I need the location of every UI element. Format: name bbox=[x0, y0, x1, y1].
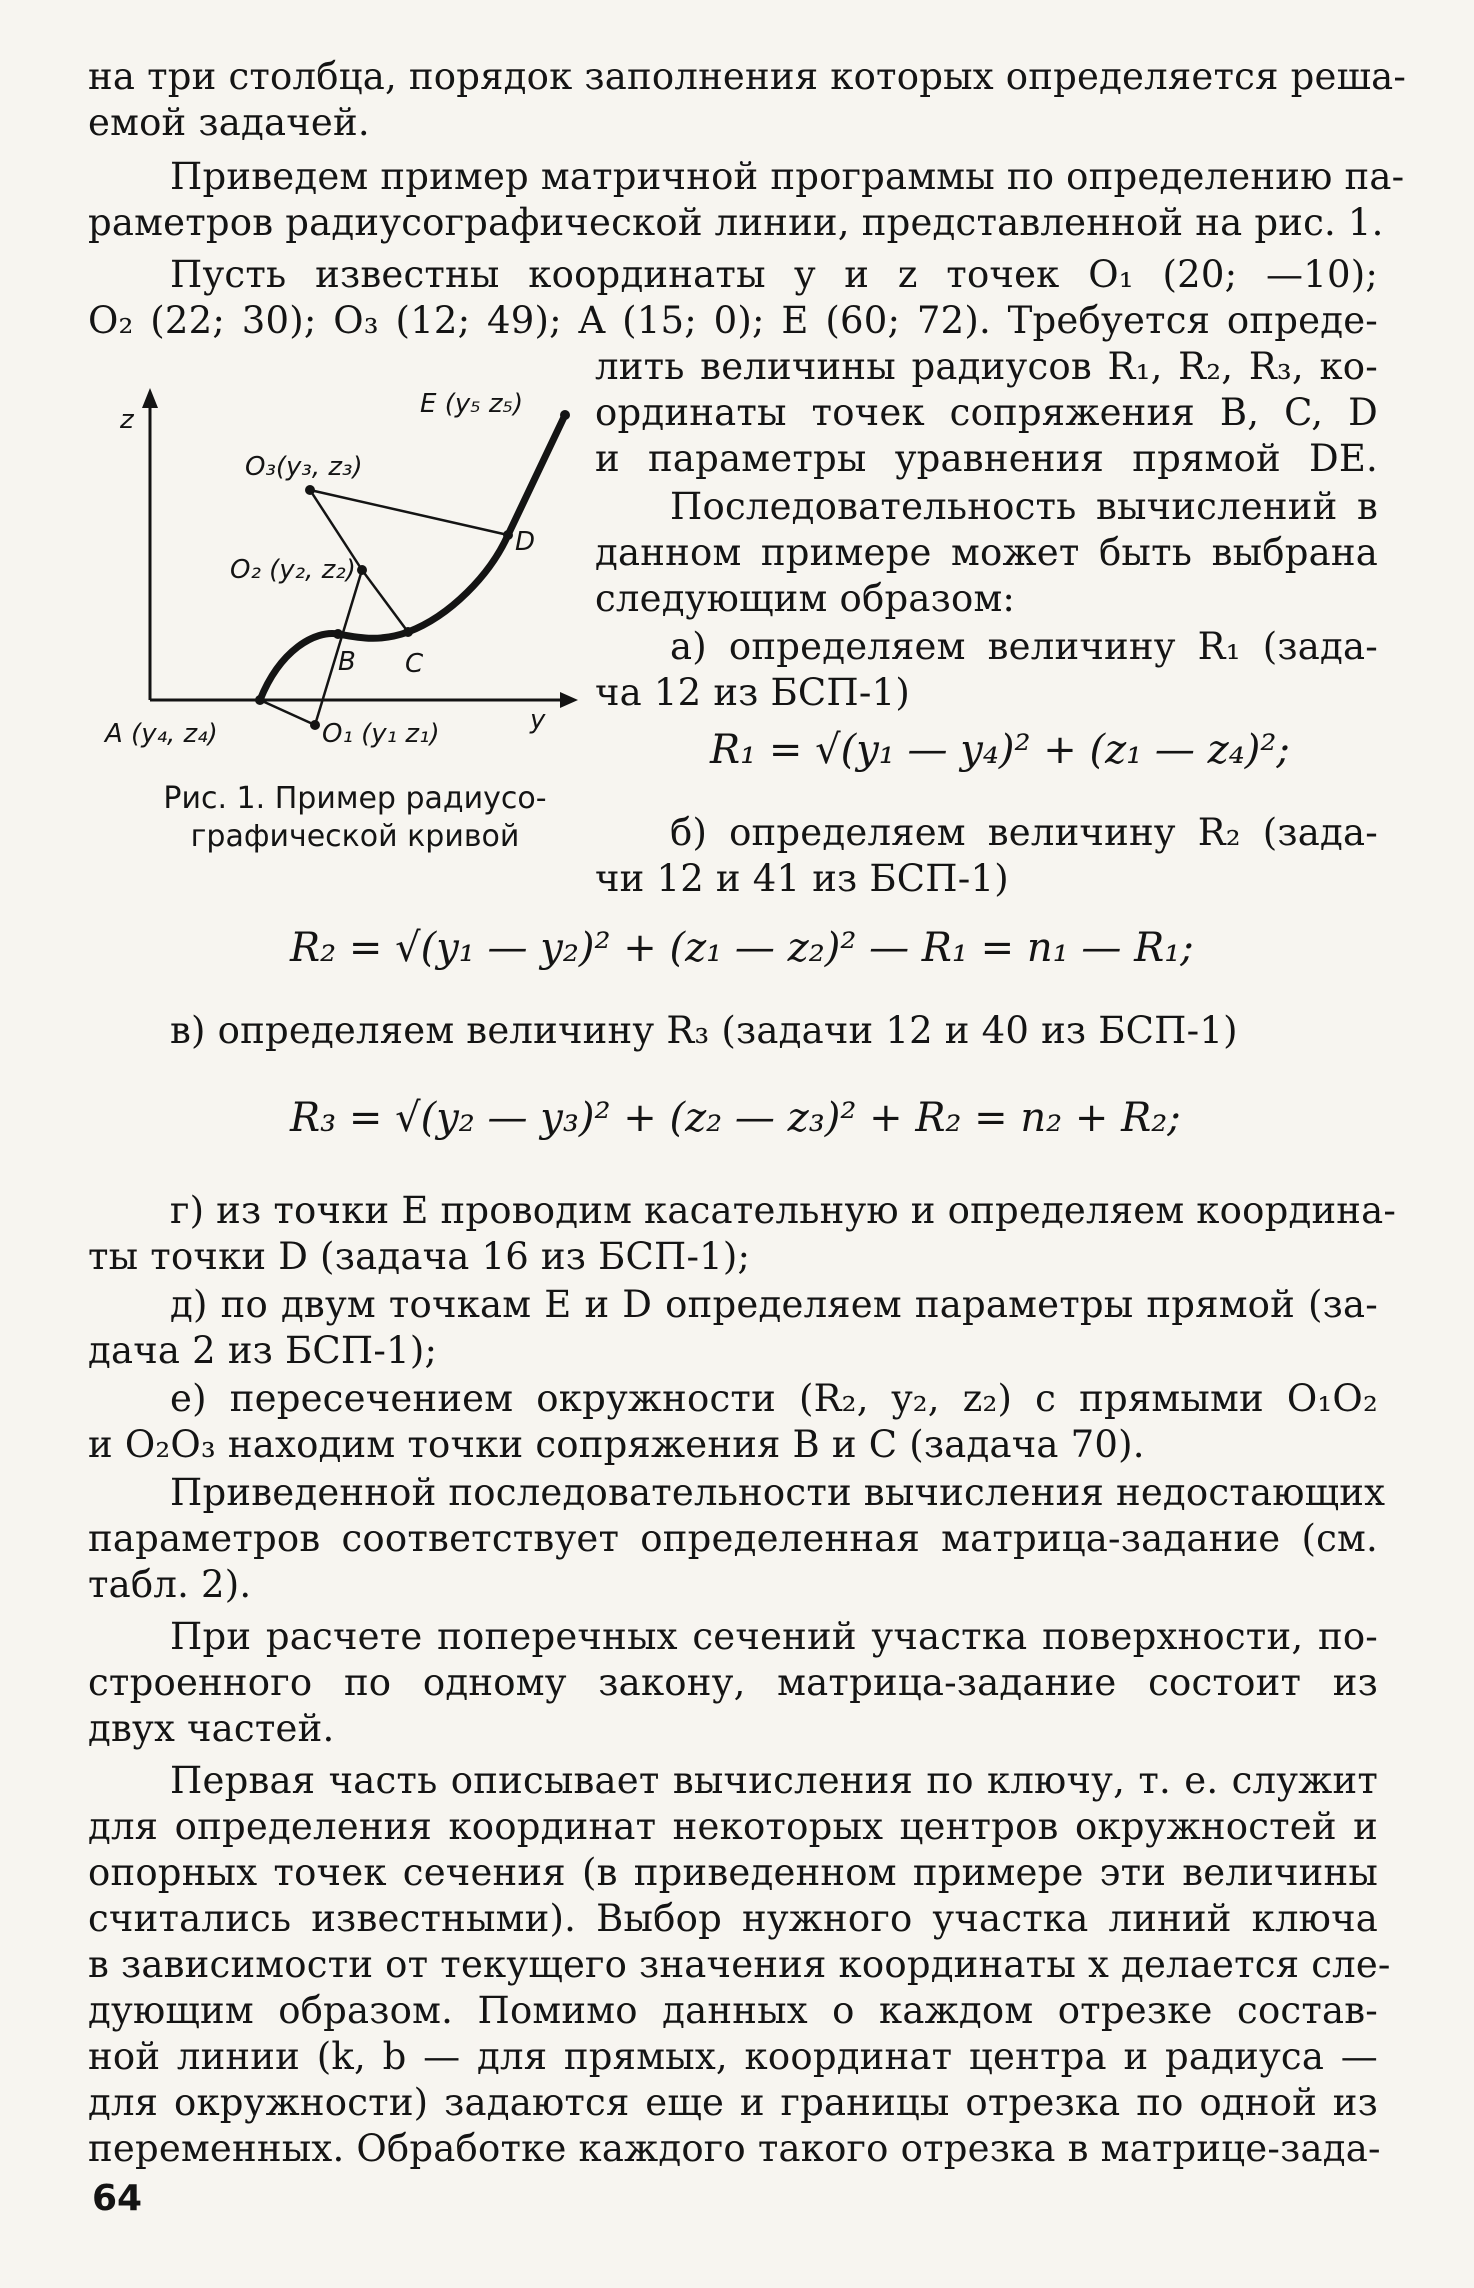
label-z: z bbox=[120, 405, 134, 435]
text-line: дача 2 из БСП-1); bbox=[88, 1329, 438, 1372]
text-line: O₂ (22; 30); O₃ (12; 49); A (15; 0); E (60; 72). Требуется опреде- bbox=[88, 299, 1378, 342]
text-line: Первая часть описывает вычисления по ключу, т. е. служит bbox=[170, 1759, 1378, 1802]
label-o3: O₃(y₃, z₃) bbox=[245, 452, 363, 482]
text-line: д) по двум точкам E и D определяем параметры прямой (за- bbox=[170, 1283, 1378, 1326]
label-y: y bbox=[530, 705, 546, 735]
text-line: емой задачей. bbox=[88, 101, 370, 144]
label-b: B bbox=[338, 647, 356, 677]
text-line: раметров радиусографической линии, представленной на рис. 1. bbox=[88, 201, 1384, 244]
text-line: При расчете поперечных сечений участка поверхности, по- bbox=[170, 1615, 1378, 1658]
text-line: лить величины радиусов R₁, R₂, R₃, ко- bbox=[595, 345, 1378, 388]
line-a-o1 bbox=[260, 700, 315, 725]
text-line: ординаты точек сопряжения B, C, D bbox=[595, 391, 1378, 434]
radiusographic-figure bbox=[100, 380, 580, 750]
text-line: двух частей. bbox=[88, 1707, 335, 1750]
text-line: Пусть известны координаты y и z точек O₁ (20; —10); bbox=[170, 253, 1378, 296]
point-c bbox=[403, 627, 413, 637]
point-d bbox=[503, 530, 513, 540]
text-line: и параметры уравнения прямой DE. bbox=[595, 437, 1378, 480]
point-o1 bbox=[310, 720, 320, 730]
z-axis-arrow bbox=[142, 388, 158, 408]
text-line: Приведенной последовательности вычисления недостающих bbox=[170, 1471, 1386, 1514]
text-line: ты точки D (задача 16 из БСП-1); bbox=[88, 1235, 751, 1278]
text-line: б) определяем величину R₂ (зада- bbox=[670, 811, 1378, 854]
figure-caption bbox=[120, 780, 590, 856]
text-line: и O₂O₃ находим точки сопряжения B и C (задача 70). bbox=[88, 1423, 1145, 1466]
label-o2: O₂ (y₂, z₂) bbox=[230, 555, 356, 585]
text-line: чи 12 и 41 из БСП-1) bbox=[595, 857, 1009, 900]
text-line: Последовательность вычислений в bbox=[670, 485, 1378, 528]
text-line: для окружности) задаются еще и границы отрезка по одной из bbox=[88, 2081, 1378, 2124]
text-line: опорных точек сечения (в приведенном примере эти величины bbox=[88, 1851, 1378, 1894]
text-line: в) определяем величину R₃ (задачи 12 и 40 из БСП-1) bbox=[170, 1009, 1238, 1052]
text-line: Приведем пример матричной программы по определению па- bbox=[170, 155, 1405, 198]
label-e: E (y₅ z₅) bbox=[420, 389, 524, 419]
text-line: в зависимости от текущего значения координаты x делается сле- bbox=[88, 1943, 1391, 1986]
text-line: е) пересечением окружности (R₂, y₂, z₂) с прямыми O₁O₂ bbox=[170, 1377, 1378, 1420]
label-d: D bbox=[515, 527, 536, 557]
caption-line: Рис. 1. Пример радиусо- bbox=[163, 781, 547, 816]
formula-r2: R₂ = √(y₁ — y₂)² + (z₁ — z₂)² — R₁ = n₁ — R₁; bbox=[290, 925, 1194, 971]
text-line: переменных. Обработке каждого такого отрезка в матрице-зада- bbox=[88, 2127, 1381, 2170]
label-c: C bbox=[405, 649, 424, 679]
text-line: а) определяем величину R₁ (зада- bbox=[670, 625, 1378, 668]
formula-r3: R₃ = √(y₂ — y₃)² + (z₂ — z₃)² + R₂ = n₂ + R₂; bbox=[290, 1095, 1181, 1141]
point-o3 bbox=[305, 485, 315, 495]
label-o1: O₁ (y₁ z₁) bbox=[322, 719, 440, 749]
text-line: табл. 2). bbox=[88, 1563, 252, 1606]
text-line: следующим образом: bbox=[595, 577, 1016, 620]
point-e bbox=[560, 410, 570, 420]
text-line: на три столбца, порядок заполнения которых определяется реша- bbox=[88, 55, 1407, 98]
label-a: A (y₄, z₄) bbox=[105, 719, 218, 749]
line-o3-d bbox=[310, 490, 508, 535]
text-line: дующим образом. Помимо данных о каждом отрезке состав- bbox=[88, 1989, 1378, 2032]
formula-r1: R₁ = √(y₁ — y₄)² + (z₁ — z₄)²; bbox=[710, 727, 1290, 773]
text-line: данном примере может быть выбрана bbox=[595, 531, 1378, 574]
text-line: параметров соответствует определенная матрица-задание (см. bbox=[88, 1517, 1378, 1560]
text-line: г) из точки E проводим касательную и определяем координа- bbox=[170, 1189, 1397, 1232]
text-line: для определения координат некоторых центров окружностей и bbox=[88, 1805, 1378, 1848]
page-number: 64 bbox=[92, 2178, 143, 2219]
point-b bbox=[333, 629, 343, 639]
y-axis-arrow bbox=[560, 692, 578, 708]
text-line: строенного по одному закону, матрица-задание состоит из bbox=[88, 1661, 1378, 1704]
point-a bbox=[255, 695, 265, 705]
line-o2-c bbox=[362, 570, 408, 632]
text-line: ной линии (k, b — для прямых, координат центра и радиуса — bbox=[88, 2035, 1378, 2078]
text-line: считались известными). Выбор нужного участка линий ключа bbox=[88, 1897, 1378, 1940]
caption-line: графической кривой bbox=[190, 819, 520, 854]
text-line: ча 12 из БСП-1) bbox=[595, 671, 910, 714]
point-o2 bbox=[357, 565, 367, 575]
